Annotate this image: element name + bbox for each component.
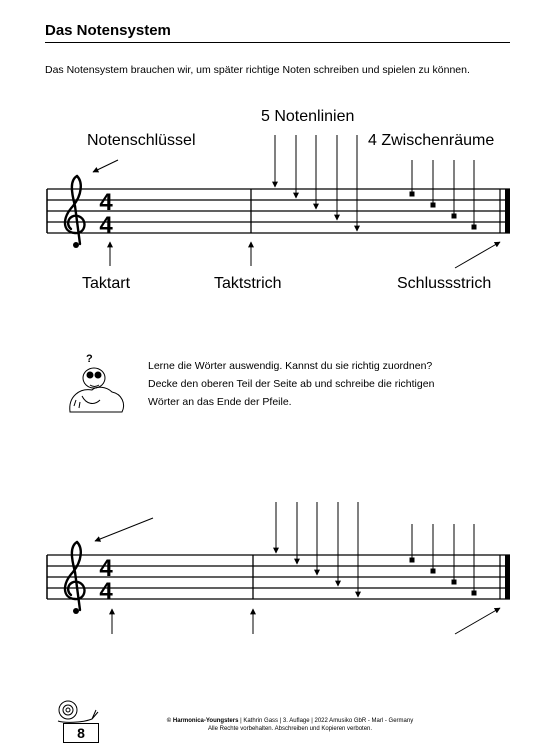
label-notenlinien: 5 Notenlinien: [261, 108, 355, 125]
label-notenschluessel: Notenschlüssel: [87, 132, 196, 149]
time-signature-bottom: 4: [99, 212, 113, 239]
label-taktart: Taktart: [82, 275, 131, 292]
arrow-notenschluessel: [95, 518, 153, 541]
intro-text: Das Notensystem brauchen wir, um später richtige Noten schreiben und spielen zu können.: [45, 64, 470, 76]
time-signature-top: 4: [99, 189, 113, 216]
time-signature-top: 4: [99, 555, 113, 582]
label-schlussstrich: Schlussstrich: [397, 275, 492, 292]
instruction-line: Lerne die Wörter auswendig. Kannst du sie richtig zuordnen?: [148, 360, 433, 372]
instruction-line: Wörter an das Ende der Pfeile.: [148, 396, 292, 408]
line-arrows: [276, 502, 358, 597]
footer-brand: © Harmonica-Youngsters: [166, 718, 239, 724]
time-signature-bottom: 4: [99, 578, 113, 605]
instruction-line: Decke den oberen Teil der Seite ab und schreibe die richtigen: [148, 378, 435, 390]
space-markers: [410, 524, 476, 595]
label-zwischenraeume: 4 Zwischenräume: [368, 132, 495, 149]
footer-line1: | Kathrin Gass | 3. Auflage | 2022 Amusiko GbR - Marl - Germany: [238, 718, 414, 724]
treble-clef-icon: [65, 542, 85, 614]
page-number: 8: [63, 723, 99, 743]
mascot-question-mark: ?: [86, 353, 93, 365]
footer: [140, 717, 440, 733]
label-taktstrich: Taktstrich: [214, 275, 282, 292]
page-title: Das Notensystem: [45, 22, 171, 39]
arrow-schlussstrich: [455, 608, 500, 634]
staff-lines: [47, 555, 510, 599]
footer-line2: Alle Rechte vorbehalten. Abschreiben und Kopieren verboten.: [207, 726, 373, 732]
